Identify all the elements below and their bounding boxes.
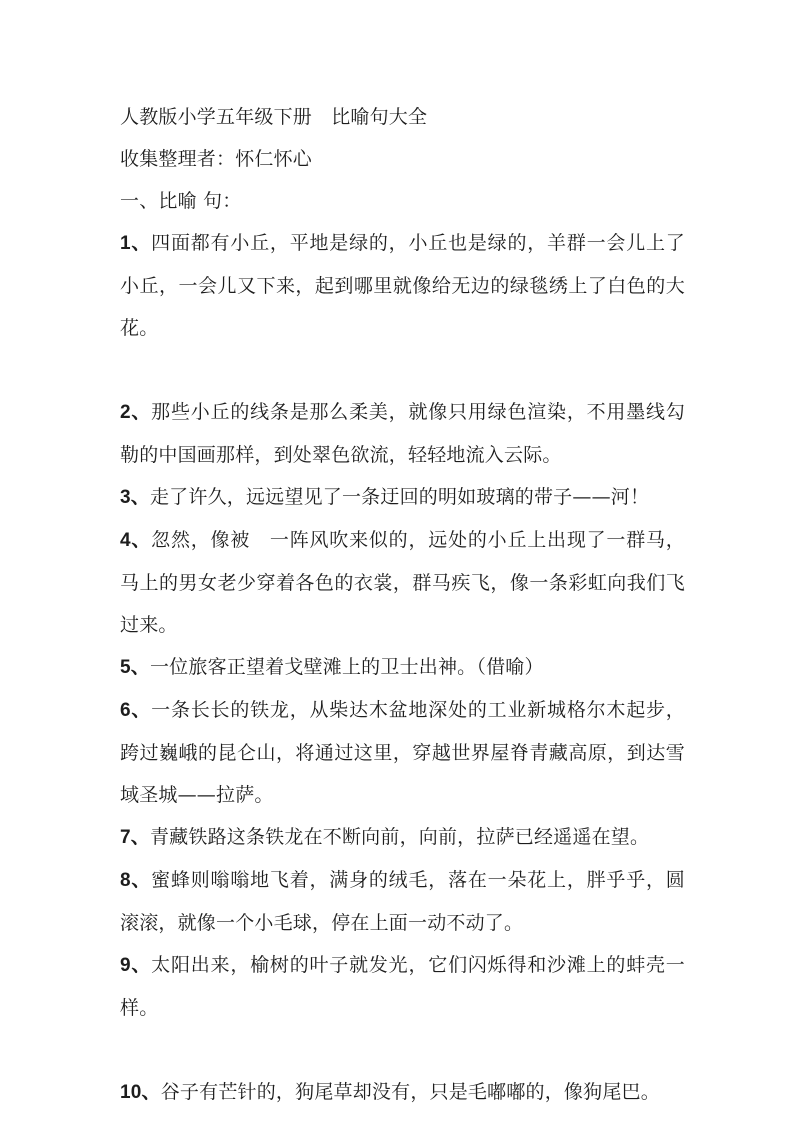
sentence-1-text: 四面都有小丘，平地是绿的，小丘也是绿的，羊群一会儿上了小丘，一会儿又下来，起到哪里就像给无边的绿毯绣上了白色的大花。 xyxy=(120,232,685,339)
doc-title: 人教版小学五年级下册 比喻句大全 xyxy=(120,106,428,128)
sentence-5-number: 5、 xyxy=(120,657,150,678)
sentence-9-number: 9、 xyxy=(120,955,152,976)
sentence-7-number: 7、 xyxy=(120,827,150,848)
sentence-5 xyxy=(120,646,685,689)
sentence-10-text: 谷子有芒针的，狗尾草却没有，只是毛嘟嘟的，像狗尾巴。 xyxy=(160,1081,660,1103)
sentence-4 xyxy=(120,519,685,646)
section-heading: 一、比喻 句： xyxy=(120,190,242,212)
sentence-7-text: 青藏铁路这条铁龙在不断向前，向前，拉萨已经遥遥在望。 xyxy=(149,826,650,848)
collector-line: 收集整理者：怀仁怀心 xyxy=(120,148,313,170)
sentence-10-number: 10、 xyxy=(120,1082,161,1103)
sentence-3-number: 3、 xyxy=(120,487,150,508)
sentence-6-text: 一条长长的铁龙，从柴达木盆地深处的工业新城格尔木起步，跨过巍峨的昆仑山，将通过这里，穿越世界屋脊青藏高原，到达雪域圣城——拉萨。 xyxy=(120,699,685,806)
sentence-6 xyxy=(120,689,685,816)
sentence-3 xyxy=(120,476,685,519)
sentence-3-text: 走了许久，远远望见了一条迂回的明如玻璃的带子——河！ xyxy=(149,486,650,508)
sentence-1-number: 1、 xyxy=(120,233,152,254)
sentence-7 xyxy=(120,816,685,859)
sentence-1 xyxy=(120,222,685,349)
sentence-4-text: 忽然，像被 一阵风吹来似的，远处的小丘上出现了一群马，马上的男女老少穿着各色的衣裳，群马疾飞，像一条彩虹向我们飞过来。 xyxy=(120,529,685,636)
sentence-2-text: 那些小丘的线条是那么柔美，就像只用绿色渲染，不用墨线勾勒的中国画那样，到处翠色欲流，轻轻地流入云际。 xyxy=(120,401,685,466)
blank-line xyxy=(120,1029,685,1071)
sentence-10 xyxy=(120,1071,685,1114)
blank-line xyxy=(120,349,685,391)
sentence-4-number: 4、 xyxy=(120,530,152,551)
sentence-9 xyxy=(120,944,685,1029)
sentence-8-number: 8、 xyxy=(120,870,152,891)
sentence-6-number: 6、 xyxy=(120,700,152,721)
sentence-5-text: 一位旅客正望着戈壁滩上的卫士出神。（借喻） xyxy=(149,656,544,678)
sentence-2-number: 2、 xyxy=(120,402,152,423)
sentence-2 xyxy=(120,391,685,476)
sentence-8 xyxy=(120,859,685,944)
sentence-8-text: 蜜蜂则嗡嗡地飞着，满身的绒毛，落在一朵花上，胖乎乎，圆滚滚，就像一个小毛球，停在上面一动不动了。 xyxy=(120,869,685,934)
sentence-9-text: 太阳出来，榆树的叶子就发光，它们闪烁得和沙滩上的蚌壳一样。 xyxy=(120,954,685,1019)
